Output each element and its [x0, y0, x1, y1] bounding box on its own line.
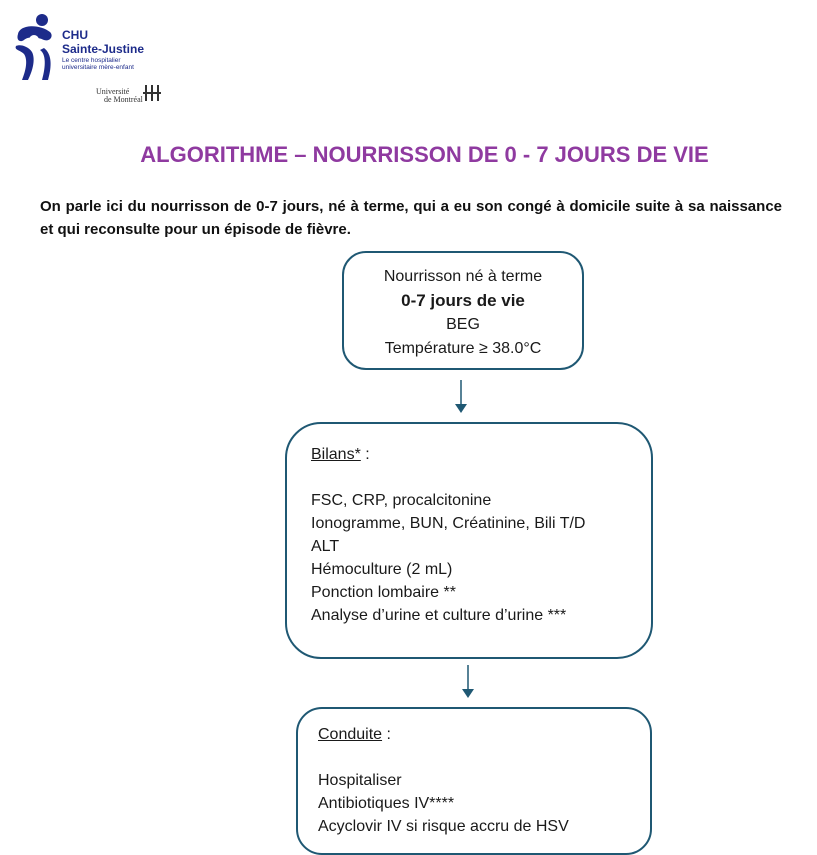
bilans-box [285, 422, 653, 659]
criteria-line-1: Nourrisson né à terme [383, 268, 543, 285]
logo-tagline1: Le centre hospitalier [62, 57, 121, 64]
chu-logo [10, 10, 170, 110]
conduite-item: Hospitaliser [318, 772, 402, 789]
bilans-item: Hémoculture (2 mL) [311, 561, 453, 578]
criteria-line-3: BEG [446, 316, 480, 333]
conduite-box [296, 707, 652, 855]
arrow-down-icon [453, 380, 469, 414]
university-line1: Université [96, 87, 130, 96]
page-title: ALGORITHME – NOURRISSON DE 0 - 7 JOURS DE VIE [140, 142, 709, 167]
criteria-line-2: 0-7 jours de vie [401, 291, 525, 310]
conduite-heading-suffix: : [382, 726, 391, 743]
criteria-line-4: Température ≥ 38.0°C [384, 340, 542, 357]
conduite-item: Acyclovir IV si risque accru de HSV [318, 818, 569, 835]
logo-tagline2: universitaire mère-enfant [62, 64, 134, 71]
university-line2: de Montréal [104, 95, 143, 104]
bilans-item: Ponction lombaire ** [311, 584, 456, 601]
bilans-item: Analyse d’urine et culture d’urine *** [311, 607, 567, 624]
bilans-item: FSC, CRP, procalcitonine [311, 492, 492, 509]
intro-paragraph: On parle ici du nourrisson de 0-7 jours, né à terme, qui a eu son congé à domicile suite à sa naissance et qui reconsulte pour un épisode de fièvre. [40, 198, 782, 238]
bilans-heading-suffix: : [360, 446, 370, 463]
patient-criteria-box [342, 251, 584, 370]
bilans-item: Ionogramme, BUN, Créatinine, Bili T/D [311, 515, 586, 532]
conduite-heading-text: Conduite [318, 726, 383, 743]
udem-logo-mark [142, 83, 164, 103]
logo-line2: Sainte-Justine [62, 42, 145, 56]
bilans-item: ALT [311, 538, 340, 555]
bilans-heading-text: Bilans* [311, 446, 361, 463]
logo-line1: CHU [62, 28, 88, 42]
chu-logo-mark [10, 10, 60, 82]
arrow-down-icon [460, 665, 476, 699]
conduite-heading [318, 723, 650, 746]
conduite-item: Antibiotiques IV**** [318, 795, 455, 812]
bilans-heading [311, 443, 651, 466]
